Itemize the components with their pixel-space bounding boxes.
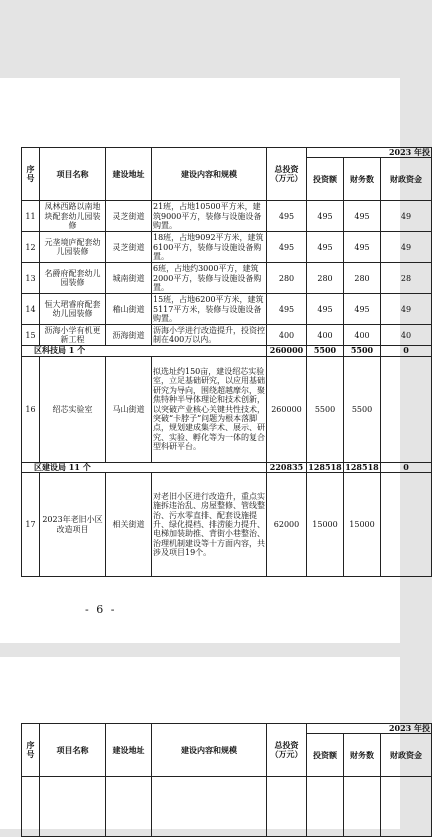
- header-total: 总投资（万元）: [267, 724, 307, 777]
- header-invest: 投资额: [307, 734, 344, 777]
- header-fin: 财务数: [344, 734, 381, 777]
- cell-invest: 5500: [307, 356, 344, 462]
- cell-total: 495: [267, 294, 307, 325]
- cell-gov: 49: [381, 294, 432, 325]
- cell-address: 城南街道: [106, 263, 152, 294]
- cell-fin: 5500: [344, 356, 381, 462]
- table-row: [22, 325, 432, 346]
- cell-content: 沥海小学进行改造提升，投资控制在400万以内。: [153, 326, 265, 345]
- header-invest: 投资额: [307, 158, 344, 201]
- cell-total: 495: [267, 232, 307, 263]
- group-gov: 0: [381, 462, 432, 472]
- group-gov: 0: [381, 346, 432, 356]
- group-fin: 128518: [345, 461, 379, 472]
- cell-gov: 28: [381, 263, 432, 294]
- table-row: [22, 294, 432, 325]
- header-name: 项目名称: [40, 724, 106, 777]
- cell-fin: 495: [344, 201, 381, 232]
- group-row-construction: [22, 462, 432, 472]
- cell-fin: 495: [344, 232, 381, 263]
- cell-no: 14: [22, 294, 40, 325]
- header-name: 项目名称: [40, 148, 106, 201]
- cell-gov: 40: [381, 325, 432, 346]
- group-row-tech: [22, 346, 432, 356]
- group-invest: 5500: [307, 346, 344, 356]
- cell-content: 对老旧小区进行改造升，重点实施拆违治乱、房屋整修、管线整治、污水零直排、配套设施提升、绿化提档、排涝能力提升、电梯加装助推、背街小巷整治、治理机制建设等十方面内容，共涉及项目19个。: [152, 473, 267, 577]
- header-fin: 财务数: [344, 158, 381, 201]
- cell-address: 相关街道: [106, 473, 152, 577]
- header-no: 序号: [22, 724, 40, 777]
- cell-invest: 495: [307, 294, 344, 325]
- cell-invest: 15000: [307, 473, 344, 577]
- cell-name: 元垄境庐配套幼儿园装修: [40, 232, 106, 263]
- cell-address: 沥海街道: [106, 325, 152, 346]
- cell-name: 恒大珺睿府配套幼儿园装修: [40, 294, 106, 325]
- header-content: 建设内容和规模: [152, 724, 267, 777]
- cell-invest: 400: [307, 325, 344, 346]
- cell-no: 11: [22, 201, 40, 232]
- cell-address: 稽山街道: [106, 294, 152, 325]
- cell-address: 灵芝街道: [106, 232, 152, 263]
- cell-invest: 280: [307, 263, 344, 294]
- group-total: 260000: [267, 346, 307, 356]
- cell-content: 拟选址约150亩，建设绍芯实验室，立足基础研究，以应用基础研究为导向，围绕超越摩尔，聚焦特种半导体理论和技术创新，以突破产业核心关键共性技术，突破“卡脖子”问题为根本落脚点，规划建成集学术、展示、研究、实验、孵化等为一体的复合型科研平台。: [152, 356, 267, 462]
- cell-content: 6班，占地约3000平方，建筑2000平方，装修与设施设备购置。: [152, 263, 267, 294]
- cell-total: 260000: [267, 356, 307, 462]
- header-year-group: 2023 年投: [307, 148, 432, 158]
- cell-no: 16: [22, 356, 40, 462]
- cell-name: 绍芯实验室: [40, 356, 106, 462]
- document-page-2: [0, 657, 430, 829]
- table-row: [22, 263, 432, 294]
- header-gov: 财政资金: [381, 734, 432, 777]
- page-number: - 6 -: [85, 603, 117, 616]
- document-page-1: [0, 78, 430, 643]
- cell-name: 名爵府配套幼儿园装修: [40, 263, 106, 294]
- cell-no: 17: [22, 473, 40, 577]
- header-total: 总投资（万元）: [267, 148, 307, 201]
- group-fin: 5500: [344, 346, 381, 356]
- cell-no: 12: [22, 232, 40, 263]
- cell-gov: 49: [381, 201, 432, 232]
- cell-content: 18班，占地9092平方米，建筑6100平方，装修与设施设备购置。: [152, 232, 267, 263]
- cell-fin: 495: [344, 294, 381, 325]
- cell-name: 凤林西路以南地块配套幼儿园装修: [40, 201, 106, 232]
- group-invest: 128518: [308, 461, 342, 472]
- cell-fin: 15000: [344, 473, 381, 577]
- cell-name: 沥海小学有机更新工程: [40, 325, 106, 346]
- cell-address: 灵芝街道: [106, 201, 152, 232]
- table-row: [22, 356, 432, 462]
- cell-fin: 280: [344, 263, 381, 294]
- header-year-group: 2023 年投: [307, 724, 432, 734]
- cell-total: 62000: [267, 473, 307, 577]
- investment-table-continued: [21, 723, 432, 837]
- cell-fin: 400: [344, 325, 381, 346]
- group-label: 区建设局 11 个: [22, 462, 267, 472]
- table-row: [22, 201, 432, 232]
- investment-table: [21, 147, 432, 577]
- cell-invest: 495: [307, 232, 344, 263]
- cell-invest: 495: [307, 201, 344, 232]
- cell-no: 15: [22, 325, 40, 346]
- table-row: [22, 777, 432, 837]
- header-content: 建设内容和规模: [152, 148, 267, 201]
- group-label: 区科技局 1 个: [22, 346, 267, 356]
- group-total: 220835: [267, 462, 307, 472]
- cell-no: 13: [22, 263, 40, 294]
- cell-total: 280: [267, 263, 307, 294]
- cell-total: 495: [267, 201, 307, 232]
- cell-gov: 49: [381, 232, 432, 263]
- table-row: [22, 473, 432, 577]
- cell-gov: [381, 356, 432, 462]
- cell-content: 21班，占地10500平方米，建筑9000平方，装修与设施设备购置。: [152, 201, 267, 232]
- header-address: 建设地址: [106, 724, 152, 777]
- header-address: 建设地址: [106, 148, 152, 201]
- cell-name: 2023年老旧小区改造项目: [40, 473, 106, 577]
- header-gov: 财政资金: [381, 158, 432, 201]
- cell-gov: [381, 473, 432, 577]
- cell-address: 马山街道: [106, 356, 152, 462]
- header-no: 序号: [22, 148, 40, 201]
- cell-content: 15班，占地6200平方米，建筑5117平方米，装修与设施设备购置。: [152, 294, 267, 325]
- table-row: [22, 232, 432, 263]
- cell-total: 400: [267, 325, 307, 346]
